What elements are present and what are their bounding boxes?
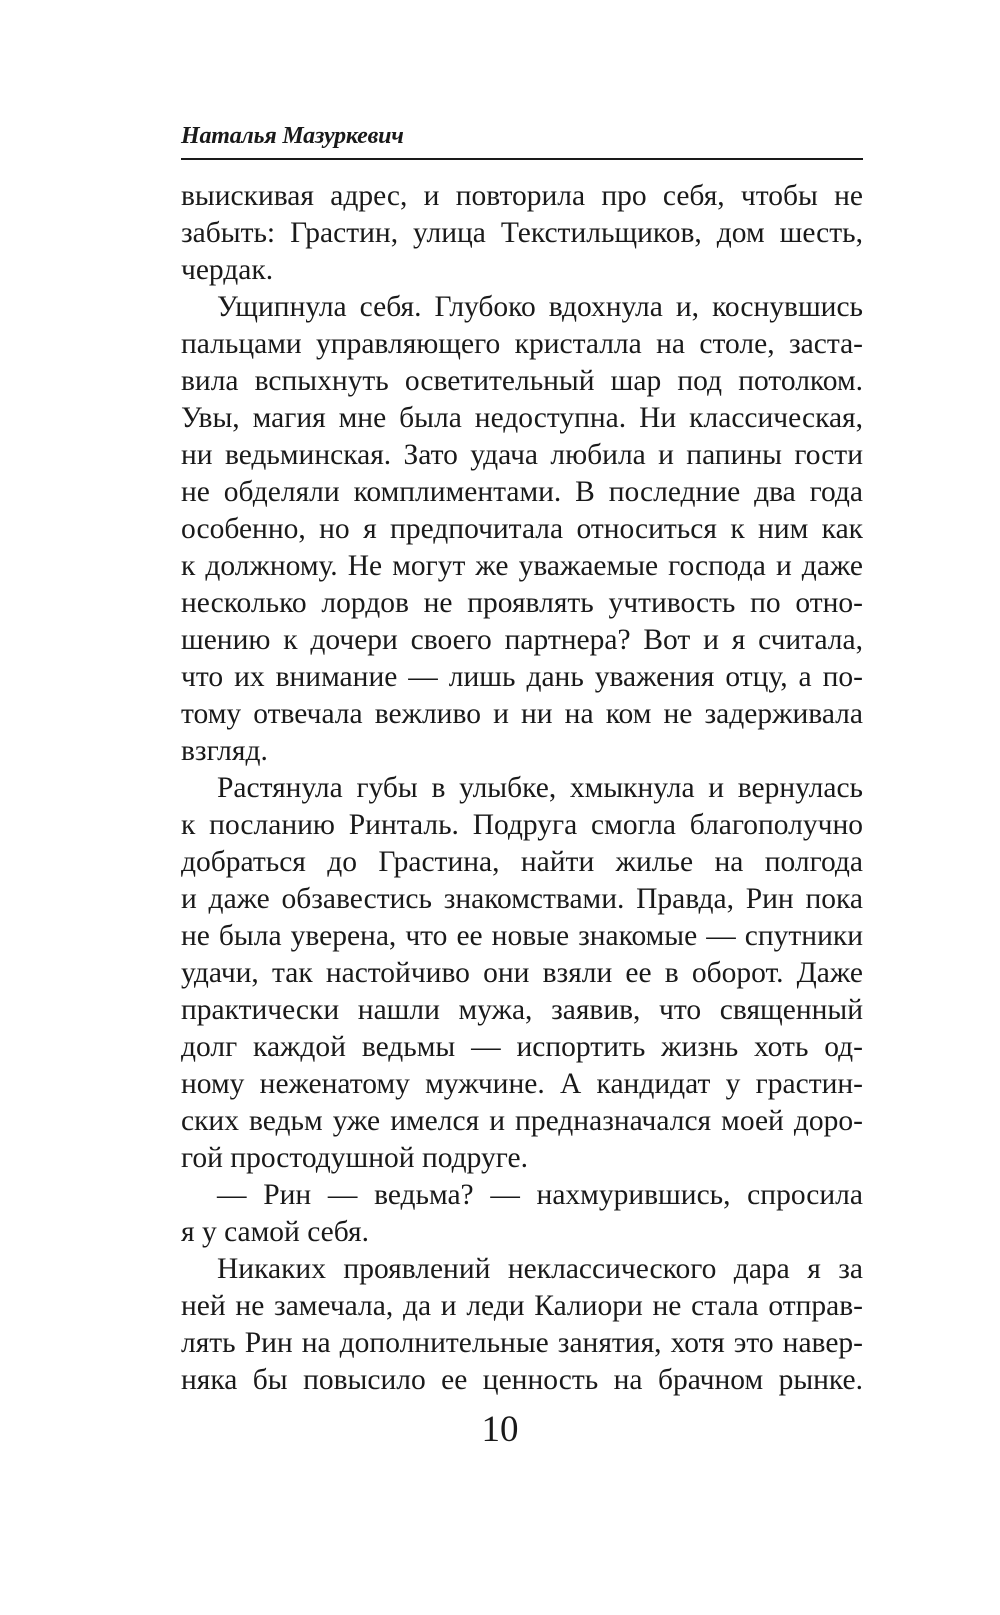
text-line: забыть: Грастин, улица Текстильщиков, дом шесть, (181, 217, 863, 249)
text-line: ному неженатому мужчине. А кандидат у грастин- (181, 1068, 863, 1100)
text-line: лять Рин на дополнительные занятия, хотя это навер- (181, 1327, 863, 1359)
text-line: тому отвечала вежливо и ни на ком не задерживала (181, 698, 863, 730)
header-author: Наталья Мазуркевич (181, 123, 404, 149)
text-line: гой простодушной подруге. (181, 1142, 528, 1174)
text-line: Никаких проявлений неклассического дара я за (217, 1253, 863, 1285)
text-line: несколько лордов не проявлять учтивость по отно- (181, 587, 863, 619)
text-line: шению к дочери своего партнера? Вот и я считала, (181, 624, 863, 656)
text-line: ни ведьминская. Зато удача любила и папины гости (181, 439, 863, 471)
text-line: ских ведьм уже имелся и предназначался моей доро- (181, 1105, 863, 1137)
text-line: практически нашли мужа, заявив, что священный (181, 994, 863, 1026)
text-line: удачи, так настойчиво они взяли ее в оборот. Даже (181, 957, 863, 989)
text-line: Увы, магия мне была недоступна. Ни классическая, (181, 402, 863, 434)
page-body-text (181, 178, 863, 1399)
text-line: няка бы повысило ее ценность на брачном рынке. (181, 1364, 863, 1396)
running-header (181, 122, 863, 160)
text-line: к посланию Ринталь. Подруга смогла благополучно (181, 809, 863, 841)
text-line: взгляд. (181, 735, 268, 767)
page-number: 10 (481, 1409, 519, 1450)
text-line: добраться до Грастина, найти жилье на полгода (181, 846, 863, 878)
text-line: и даже обзавестись знакомствами. Правда, Рин пока (181, 883, 863, 915)
text-line: — Рин — ведьма? — нахмурившись, спросила (217, 1179, 863, 1211)
text-line: Растянула губы в улыбке, хмыкнула и вернулась (217, 772, 863, 804)
text-line: я у самой себя. (181, 1216, 369, 1248)
text-line: вила вспыхнуть осветительный шар под потолком. (181, 365, 863, 397)
text-line: выискивая адрес, и повторила про себя, чтобы не (181, 180, 863, 212)
text-line: ней не замечала, да и леди Калиори не стала отправ- (181, 1290, 863, 1322)
text-line: особенно, но я предпочитала относиться к ним как (181, 513, 863, 545)
text-line: не обделяли комплиментами. В последние два года (181, 476, 863, 508)
text-line: чердак. (181, 254, 274, 286)
text-line: долг каждой ведьмы — испортить жизнь хоть од- (181, 1031, 863, 1063)
text-line: пальцами управляющего кристалла на столе, заста- (181, 328, 863, 360)
text-line: Ущипнула себя. Глубоко вдохнула и, коснувшись (217, 291, 863, 323)
text-line: к должному. Не могут же уважаемые господа и даже (181, 550, 863, 582)
text-line: что их внимание — лишь дань уважения отцу, а по- (181, 661, 863, 693)
text-line: не была уверена, что ее новые знакомые — спутники (181, 920, 863, 952)
